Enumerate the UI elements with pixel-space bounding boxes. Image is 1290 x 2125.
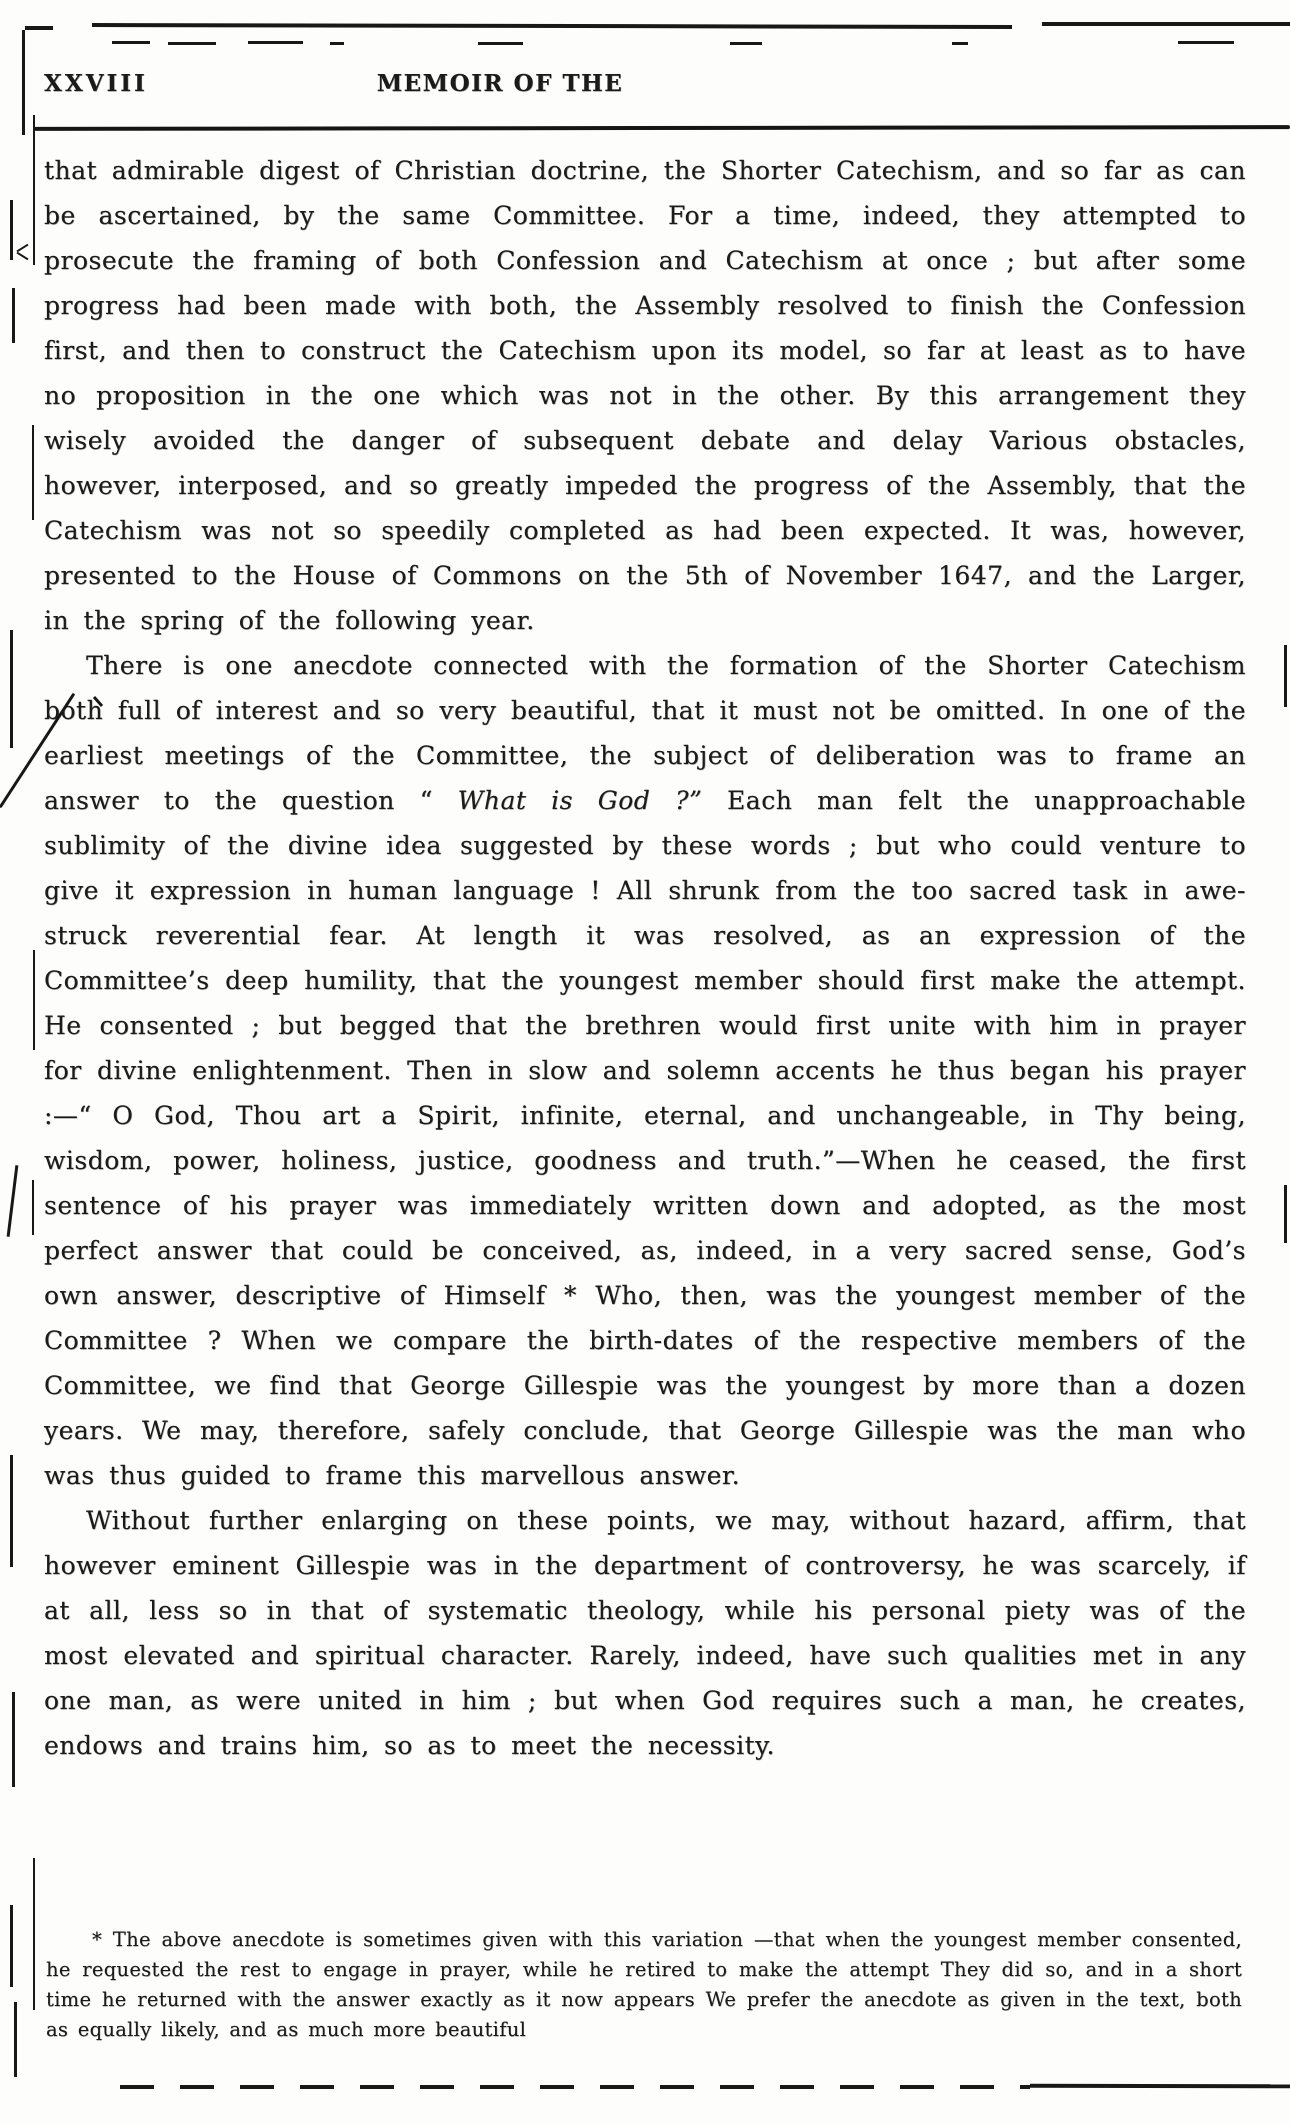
scan-artifact-left-inner-mark bbox=[33, 115, 35, 265]
scan-artifact-left-edge-mark bbox=[12, 288, 15, 343]
footnote-text: * The above anecdote is sometimes given with this variation —that when the youngest member consented, he requested the rest to engage in prayer, while he retired to make the attempt They did so, and in a short time he returned with the answer exactly as it now appears We prefer the anecdote as given in the text, both as equally likely, and as much more beautiful bbox=[46, 1928, 1242, 2041]
paragraph-2-text-after-italic: Each man felt the unapproachable sublimity of the divine idea suggested by these words ; but who could venture to give it expression in human language ! All shrunk from the too sacred task in awe-struck reverential fear. At length it was resolved, as an expression of the Committee’s deep humility, that the youngest member should first make the attempt. He consented ; but begged that the brethren would first unite with him in prayer for divine enlightenment. Then in slow and solemn accents he thus began his prayer :—“ O God, Thou art a Spirit, infinite, eternal, and unchangeable, in Thy being, wisdom, power, holiness, justice, goodness and truth.”—When he ceased, the first sentence of his prayer was immediately written down and adopted, as the most perfect answer that could be conceived, as, indeed, in a very sacred sense, God’s own answer, descriptive of Himself * Who, then, was the youngest member of the Committee ? When we compare the birth-dates of the respective members of the Committee, we find that George Gillespie was the youngest by more than a dozen years. We may, therefore, safely conclude, that George Gillespie was the man who was thus guided to frame this marvellous answer. bbox=[44, 786, 1247, 1490]
scan-artifact-top-edge-dash bbox=[25, 26, 53, 30]
scan-artifact-bottom-edge-dashes bbox=[120, 2085, 1030, 2089]
scan-artifact-left-edge-mark bbox=[12, 1692, 15, 1787]
scan-artifact-top-dash bbox=[1178, 41, 1234, 44]
paragraph-2 bbox=[44, 643, 1246, 1498]
paragraph-1 bbox=[44, 148, 1246, 643]
scan-artifact-top-dash bbox=[952, 42, 968, 45]
scan-artifact-top-edge-line bbox=[1042, 22, 1290, 26]
page-number: XXVIII bbox=[44, 70, 148, 97]
scan-artifact-left-edge-mark bbox=[10, 630, 13, 748]
scan-artifact-right-edge-mark bbox=[1284, 645, 1287, 707]
scan-artifact-top-dash bbox=[112, 41, 150, 44]
scan-artifact-left-edge-mark bbox=[10, 1455, 13, 1567]
page-body-text bbox=[44, 148, 1246, 1768]
scan-artifact-left-inner-mark bbox=[32, 1180, 34, 1235]
scan-artifact-pen-chevron bbox=[16, 244, 28, 253]
scan-artifact-top-dash bbox=[248, 41, 303, 44]
scan-artifact-left-edge-mark bbox=[14, 2002, 17, 2077]
scan-artifact-top-dash bbox=[730, 42, 762, 45]
paragraph-2-italic-question: What is God ?” bbox=[457, 786, 703, 815]
scan-artifact-left-inner-mark bbox=[33, 1858, 35, 2010]
paragraph-1-text: that admirable digest of Christian doctrine, the Shorter Catechism, and so far as can be ascertained, by the same Committee. For a time, indeed, they attempted to prosecute the framing of both Confession and Catechism at once ; but after some progress had been made with both, the Assembly resolved to finish the Confession first, and then to construct the Catechism upon its model, so far at least as to have no proposition in the one which was not in the other. By this arrangement they wisely avoided the danger of subsequent debate and delay Various obstacles, however, interposed, and so greatly impeded the progress of the Assembly, that the Catechism was not so speedily completed as had been expected. It was, however, presented to the House of Commons on the 5th of November 1647, and the Larger, in the spring of the following year. bbox=[44, 156, 1246, 635]
running-title: MEMOIR OF THE bbox=[376, 70, 624, 97]
scan-artifact-top-dash bbox=[330, 42, 344, 45]
scan-artifact-top-dash bbox=[478, 42, 523, 45]
paragraph-2-text-before-italic: There is one anecdote connected with the formation of the Shorter Catechism both full of interest and so very beautiful, that it must not be omitted. In one of the earliest meetings of the Committee, the subject of deliberation was to frame an answer to the question “ bbox=[44, 651, 1246, 815]
footnote bbox=[46, 1925, 1242, 2045]
scan-artifact-top-edge-line bbox=[92, 23, 1012, 29]
scan-artifact-left-inner-mark bbox=[32, 425, 34, 520]
scan-artifact-bottom-edge-line bbox=[1030, 2084, 1290, 2088]
scan-artifact-left-edge-mark bbox=[10, 1905, 13, 1987]
scan-artifact-pen-chevron bbox=[16, 252, 28, 261]
scan-artifact-right-edge-mark bbox=[1284, 1185, 1287, 1243]
scan-artifact-left-edge-mark bbox=[7, 1165, 19, 1237]
paragraph-3-text: Without further enlarging on these points, we may, without hazard, affirm, that however eminent Gillespie was in the department of controversy, he was scarcely, if at all, less so in that of systematic theology, while his personal piety was of the most elevated and spiritual character. Rarely, indeed, have such qualities met in any one man, as were united in him ; but when God requires such a man, he creates, endows and trains him, so as to meet the necessity. bbox=[44, 1506, 1246, 1760]
scan-artifact-top-dash bbox=[168, 42, 216, 45]
scan-artifact-left-inner-mark bbox=[33, 950, 35, 1050]
scan-artifact-left-edge-mark bbox=[10, 200, 13, 260]
paragraph-3 bbox=[44, 1498, 1246, 1768]
header-rule bbox=[34, 125, 1290, 131]
